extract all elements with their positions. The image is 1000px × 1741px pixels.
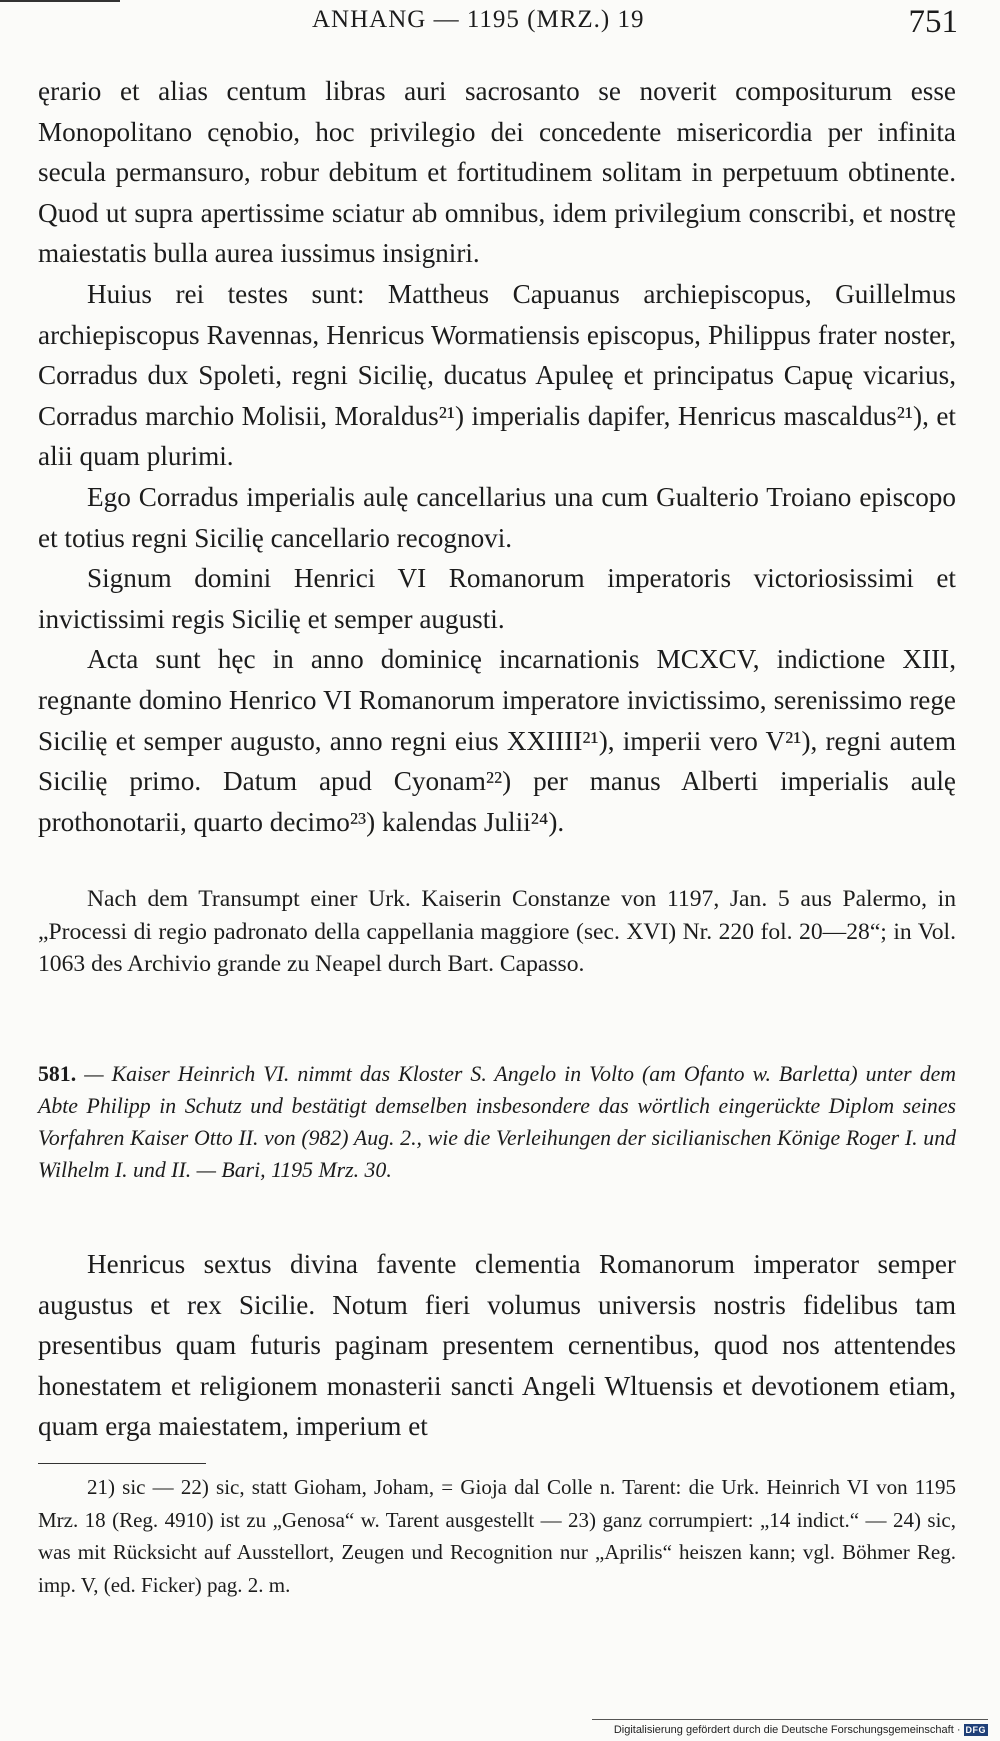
digitization-credit [614, 1724, 988, 1736]
footnote-rule [38, 1463, 206, 1464]
charter-text-block [38, 1244, 956, 1447]
footnotes: 21) sic — 22) sic, statt Gioham, Joham, = Gioja dal Colle n. Tarent: die Urk. Heinrich VI von 1195 Mrz. 18 (Reg. 4910) ist zu „Genosa“ w. Tarent ausgestellt — 23) ganz corrumpiert: „14 indict.“ — 24) sic, was mit Rücksicht auf Ausstellort, Zeugen und Recognition nur „Aprilis“ heiszen kann; vgl. Böhmer Reg. imp. V, (ed. Ficker) pag. 2. m. [38, 1475, 956, 1597]
paragraph-1: ęrario et alias centum libras auri sacrosanto se noverit compositurum esse Monopolitano cęnobio, hoc privilegio dei concedente misericordia per infinita secula permansuro, robur debitum et fortitudinem solitam in perpetuum obtinente. Quod ut supra apertissime sciatur ab omnibus, idem privilegium conscribi, et nostrę maiestatis bulla aurea iussimus insigniri. [38, 76, 956, 269]
source-note: Nach dem Transumpt einer Urk. Kaiserin Constanze von 1197, Jan. 5 aus Palermo, in „Processi di regio padronato della cappellania maggiore (sec. XVI) Nr. 220 fol. 20—28“; in Vol. 1063 des Archivio grande zu Neapel durch Bart. Capasso. [38, 886, 956, 977]
paragraph-dating: Acta sunt hęc in anno dominicę incarnationis MCXCV, indictione XIII, regnante domino Henrico VI Romanorum imperatore invictissimo, serenissimo rege Sicilię et semper augusto, anno regni eius XXIIII²¹), imperii vero V²¹), regni autem Sicilię primo. Datum apud Cyonam²²) per manus Alberti imperialis aulę prothonotarii, quarto decimo²³) kalendas Julii²⁴). [38, 644, 956, 837]
main-text-block [38, 71, 956, 842]
paragraph-signum: Signum domini Henrici VI Romanorum imperatoris victoriosissimi et invictissimi regis Sicilię et semper augusti. [38, 563, 956, 634]
regest-number: 581. [38, 1062, 77, 1086]
paragraph-witnesses: Huius rei testes sunt: Mattheus Capuanus archiepiscopus, Guillelmus archiepiscopus Ravennas, Henricus Wormatiensis episcopus, Philippus frater noster, Corradus dux Spoleti, regni Sicilię, ducatus Apuleę et principatus Capuę vicarius, Corradus marchio Molisii, Moraldus²¹) imperialis dapifer, Henricus mascaldus²¹), et alii quam plurimi. [38, 278, 956, 472]
digitization-text: Digitalisierung gefördert durch die Deutsche Forschungsgemeinschaft · [613, 1724, 961, 1736]
dfg-logo-icon: DFG [965, 1725, 986, 1735]
running-head: ANHANG — 1195 (MRZ.) 19 [312, 6, 645, 33]
charter-paragraph: Henricus sextus divina favente clementia Romanorum imperator semper augustus et rex Sicilie. Notum fieri volumus universis nostris fidelibus tam presentibus quam futuris paginam presentem cernentibus, quod nos attentendes honestatem et religionem monasterii sancti Angeli Wltuensis et devotionem etiam, quam erga maiestatem, imperium et [38, 1249, 956, 1442]
digitization-rule [592, 1719, 988, 1720]
regest-text: — Kaiser Heinrich VI. nimmt das Kloster S. Angelo in Volto (am Ofanto w. Barletta) unter dem Abte Philipp in Schutz und bestätigt demselben insbesondere das wörtlich eingerückte Diplom seines Vorfahren Kaiser Otto II. von (982) Aug. 2., wie die Verleihungen der sicilianischen Könige Roger I. und Wilhelm I. und II. — Bari, 1195 Mrz. 30. [38, 1062, 957, 1182]
top-rule [0, 0, 120, 2]
page-number: 751 [908, 4, 958, 40]
regest-entry [38, 1058, 956, 1186]
paragraph-recognition: Ego Corradus imperialis aulę cancellarius una cum Gualterio Troiano episcopo et totius regni Sicilię cancellario recognovi. [38, 481, 956, 553]
